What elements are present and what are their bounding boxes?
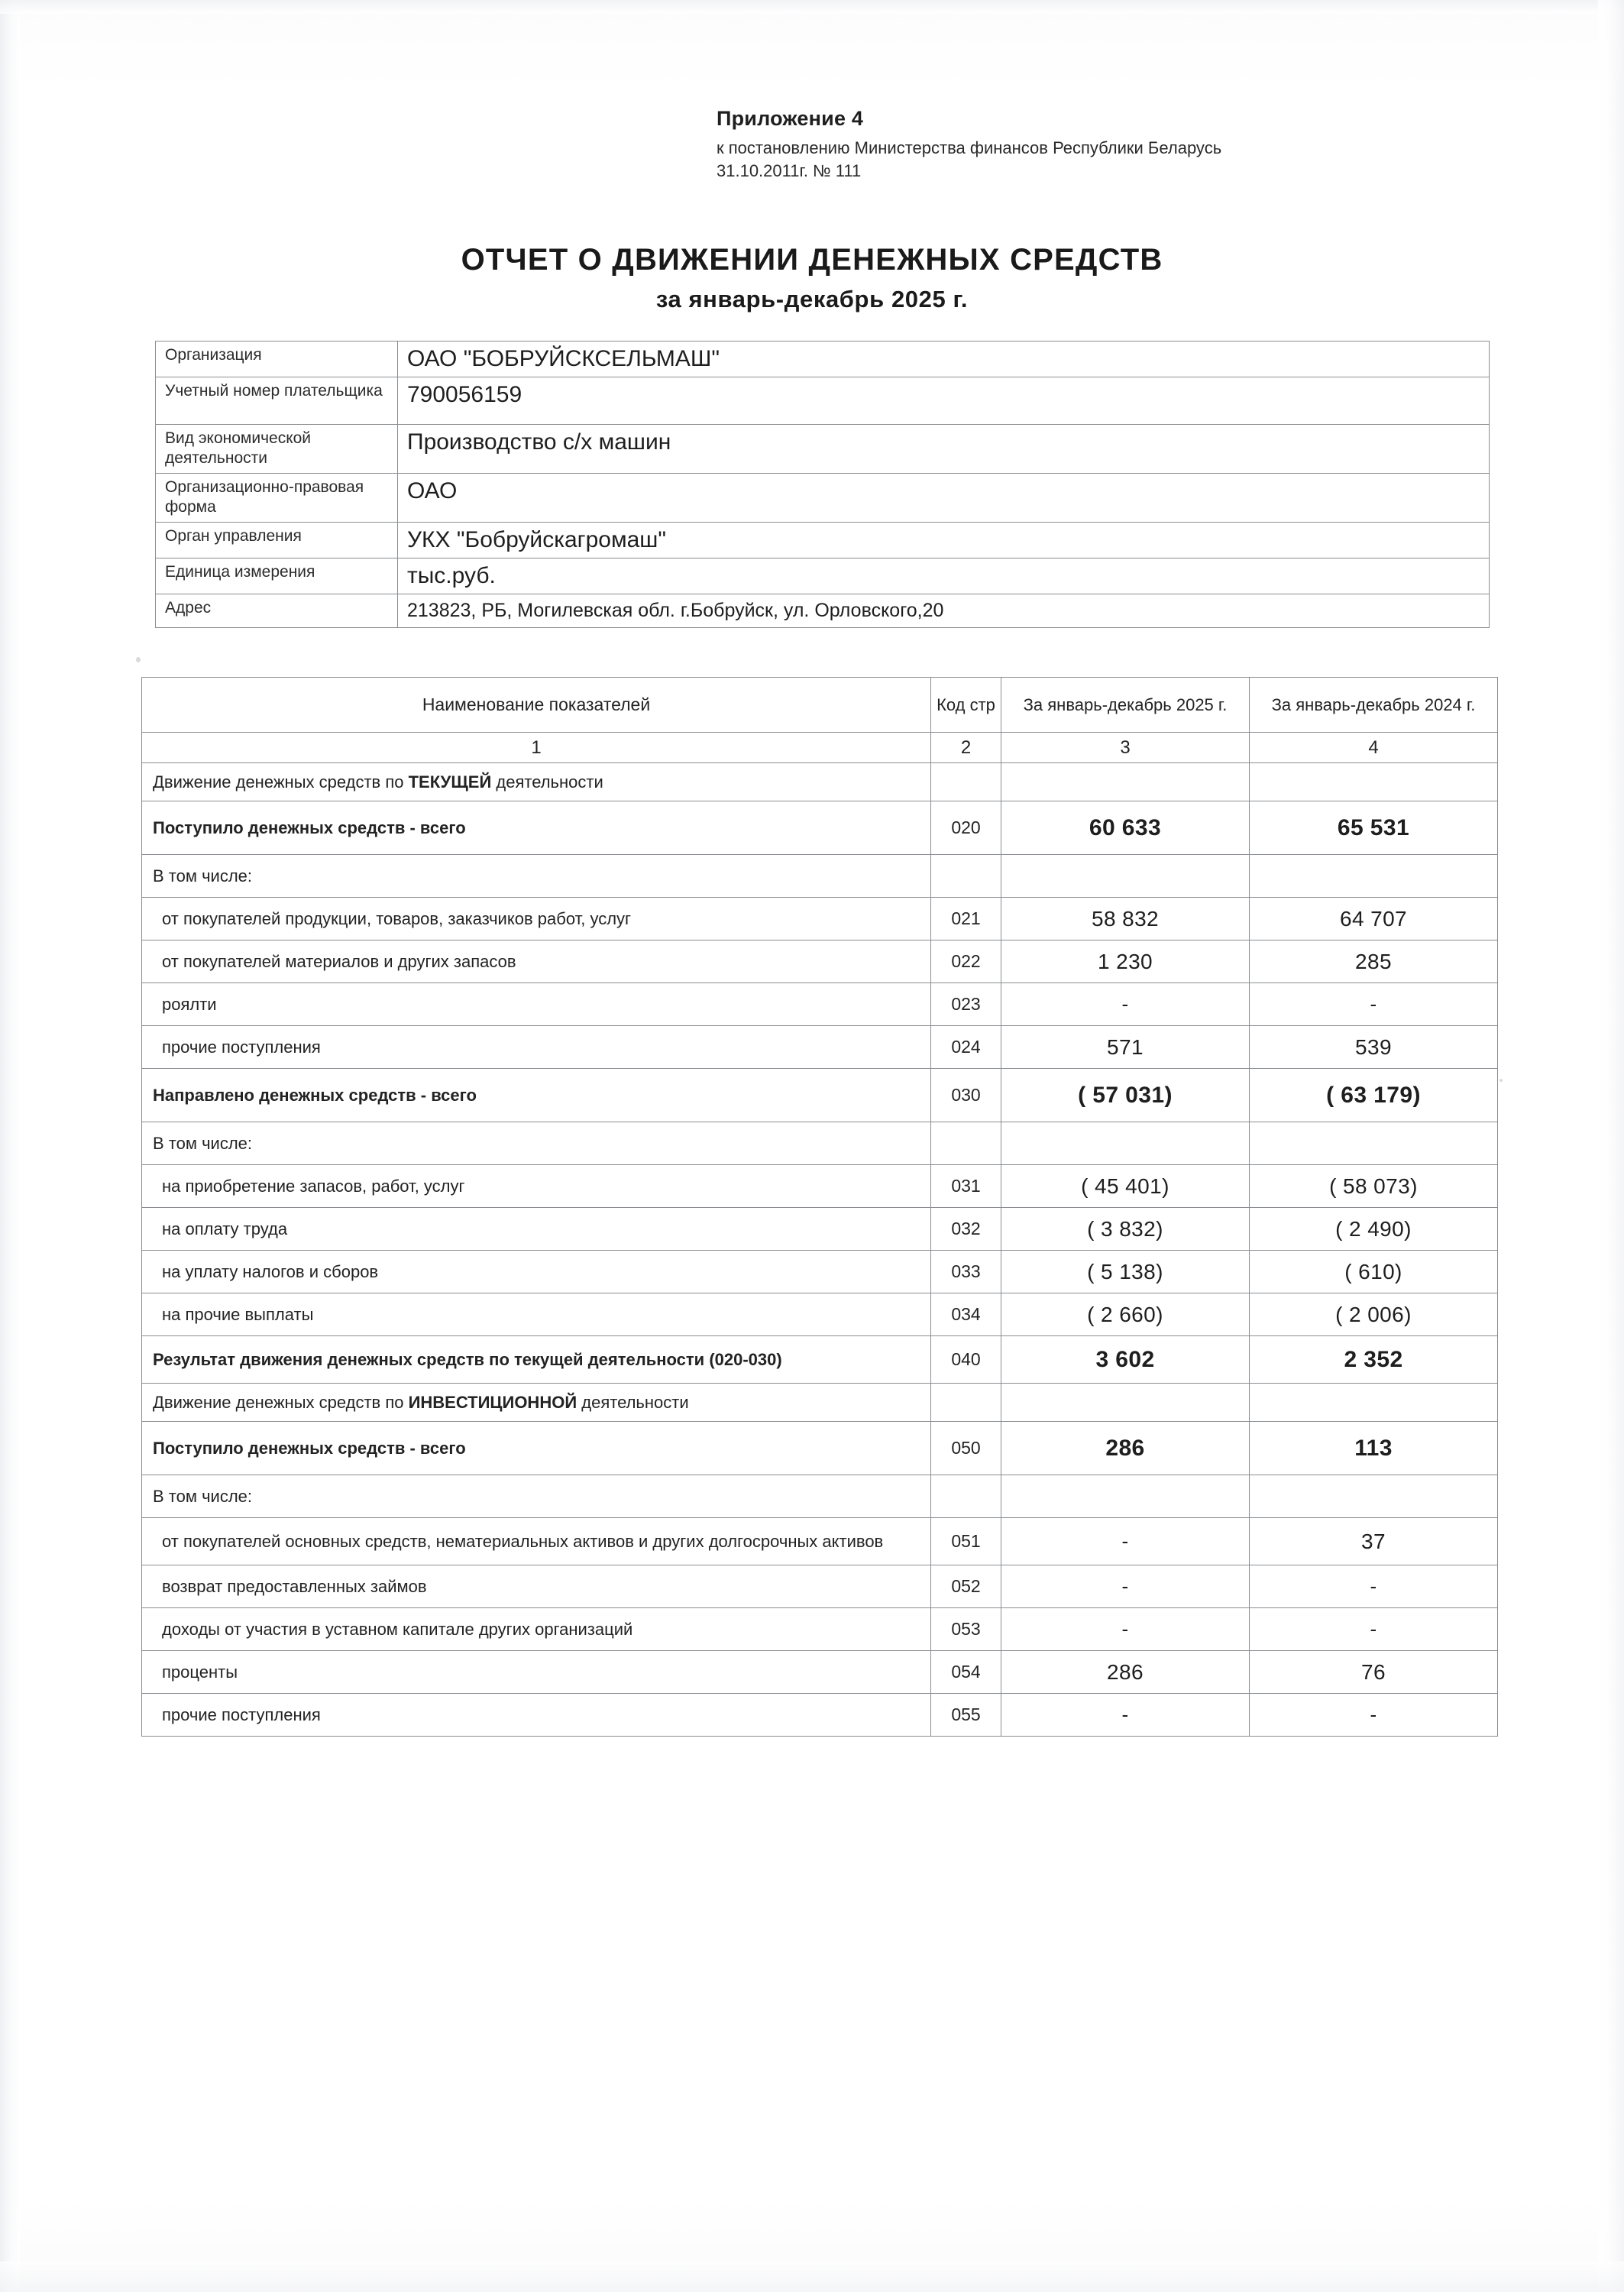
column-number-1: 1 (142, 733, 931, 763)
row-value-previous-period: ( 2 490) (1250, 1208, 1498, 1251)
row-indicator-name: Направлено денежных средств - всего (142, 1069, 931, 1122)
row-value-current-period (1001, 855, 1250, 898)
table-row (142, 1208, 1498, 1251)
appendix-title: Приложение 4 (717, 107, 864, 130)
table-row (142, 1651, 1498, 1694)
row-value-current-period: 286 (1001, 1651, 1250, 1694)
header-indicator-name: Наименование показателей (142, 678, 931, 733)
row-indicator-name (142, 1384, 931, 1422)
row-line-code: 020 (931, 801, 1001, 855)
row-line-code (931, 1475, 1001, 1518)
row-value-current-period: - (1001, 1694, 1250, 1737)
row-line-code (931, 763, 1001, 801)
row-line-code: 032 (931, 1208, 1001, 1251)
info-row (156, 523, 1490, 558)
row-indicator-name: от покупателей материалов и других запасов (142, 940, 931, 983)
row-value-previous-period: 37 (1250, 1518, 1498, 1565)
row-value-current-period: 1 230 (1001, 940, 1250, 983)
row-indicator-name (142, 763, 931, 801)
row-value-previous-period: 2 352 (1250, 1336, 1498, 1384)
header-line-code: Код стр (931, 678, 1001, 733)
table-row (142, 1565, 1498, 1608)
row-line-code: 024 (931, 1026, 1001, 1069)
row-indicator-name: возврат предоставленных займов (142, 1565, 931, 1608)
row-line-code: 021 (931, 898, 1001, 940)
row-line-code: 050 (931, 1422, 1001, 1475)
row-value-previous-period: ( 610) (1250, 1251, 1498, 1293)
appendix-block (717, 107, 1450, 183)
row-line-code: 054 (931, 1651, 1001, 1694)
table-row (142, 1165, 1498, 1208)
row-indicator-name: на приобретение запасов, работ, услуг (142, 1165, 931, 1208)
row-indicator-name: от покупателей продукции, товаров, заказчиков работ, услуг (142, 898, 931, 940)
table-row (142, 855, 1498, 898)
appendix-reference-line-2: 31.10.2011г. № 111 (717, 161, 862, 180)
row-value-current-period: 58 832 (1001, 898, 1250, 940)
row-name-prefix: Движение денежных средств по (153, 1393, 409, 1412)
info-row (156, 474, 1490, 523)
row-value-current-period: ( 57 031) (1001, 1069, 1250, 1122)
page-subtitle: за январь-декабрь 2025 г. (655, 286, 969, 312)
row-line-code: 055 (931, 1694, 1001, 1737)
row-name-emphasis: ИНВЕСТИЦИОННОЙ (408, 1393, 577, 1412)
scan-edge-left (0, 0, 20, 2292)
row-indicator-name: В том числе: (142, 1122, 931, 1165)
scan-edge-bottom (0, 2261, 1624, 2292)
row-indicator-name: прочие поступления (142, 1026, 931, 1069)
scan-speck (136, 657, 141, 662)
row-value-previous-period: 285 (1250, 940, 1498, 983)
table-row (142, 983, 1498, 1026)
column-number-4: 4 (1250, 733, 1498, 763)
row-value-current-period: - (1001, 1518, 1250, 1565)
row-value-previous-period: 65 531 (1250, 801, 1498, 855)
table-row (142, 1422, 1498, 1475)
row-value-current-period (1001, 763, 1250, 801)
row-value-current-period: 286 (1001, 1422, 1250, 1475)
table-row (142, 898, 1498, 940)
row-value-previous-period (1250, 1122, 1498, 1165)
row-indicator-name: Результат движения денежных средств по текущей деятельности (020-030) (142, 1336, 931, 1384)
row-value-previous-period (1250, 855, 1498, 898)
table-row (142, 1122, 1498, 1165)
table-row (142, 1518, 1498, 1565)
info-row (156, 558, 1490, 594)
row-indicator-name: прочие поступления (142, 1694, 931, 1737)
row-line-code: 031 (931, 1165, 1001, 1208)
info-row-label: Единица измерения (156, 558, 398, 594)
info-row (156, 425, 1490, 474)
cash-flow-table-body (142, 763, 1498, 1737)
row-indicator-name: Поступило денежных средств - всего (142, 1422, 931, 1475)
table-column-number-row (142, 733, 1498, 763)
info-row (156, 342, 1490, 377)
scan-speck (1499, 1079, 1503, 1082)
scan-edge-right (1598, 0, 1624, 2292)
table-row (142, 1475, 1498, 1518)
table-header-row (142, 678, 1498, 733)
table-row (142, 763, 1498, 801)
info-row-label: Организационно-правовая форма (156, 474, 398, 523)
row-value-current-period: ( 5 138) (1001, 1251, 1250, 1293)
row-line-code: 033 (931, 1251, 1001, 1293)
row-value-current-period: ( 3 832) (1001, 1208, 1250, 1251)
row-value-current-period: ( 45 401) (1001, 1165, 1250, 1208)
cash-flow-table-head (142, 678, 1498, 763)
table-row (142, 1026, 1498, 1069)
table-row (142, 801, 1498, 855)
info-row (156, 377, 1490, 425)
info-row-value: Производство с/х машин (398, 425, 1490, 474)
table-row (142, 1384, 1498, 1422)
row-line-code: 040 (931, 1336, 1001, 1384)
row-value-previous-period: ( 58 073) (1250, 1165, 1498, 1208)
column-number-3: 3 (1001, 733, 1250, 763)
info-row-label: Организация (156, 342, 398, 377)
info-row-value: 213823, РБ, Могилевская обл. г.Бобруйск, ул. Орловского,20 (398, 594, 1490, 628)
row-value-previous-period (1250, 763, 1498, 801)
row-value-previous-period: 64 707 (1250, 898, 1498, 940)
row-line-code (931, 1122, 1001, 1165)
appendix-reference-line-1: к постановлению Министерства финансов Республики Беларусь (717, 138, 1222, 157)
row-indicator-name: на прочие выплаты (142, 1293, 931, 1336)
row-value-previous-period: - (1250, 1608, 1498, 1651)
table-row (142, 1251, 1498, 1293)
row-indicator-name: на оплату труда (142, 1208, 931, 1251)
row-value-previous-period (1250, 1384, 1498, 1422)
row-value-previous-period: - (1250, 983, 1498, 1026)
info-row-value: тыс.руб. (398, 558, 1490, 594)
info-row-label: Учетный номер плательщика (156, 377, 398, 425)
row-value-previous-period: ( 2 006) (1250, 1293, 1498, 1336)
row-value-current-period (1001, 1384, 1250, 1422)
row-value-current-period (1001, 1475, 1250, 1518)
row-indicator-name: доходы от участия в уставном капитале других организаций (142, 1608, 931, 1651)
info-row-label: Орган управления (156, 523, 398, 558)
row-value-current-period: 60 633 (1001, 801, 1250, 855)
page-title: ОТЧЕТ О ДВИЖЕНИИ ДЕНЕЖНЫХ СРЕДСТВ (461, 243, 1163, 277)
row-value-previous-period (1250, 1475, 1498, 1518)
table-row (142, 940, 1498, 983)
table-row (142, 1608, 1498, 1651)
row-value-previous-period: 539 (1250, 1026, 1498, 1069)
row-line-code: 052 (931, 1565, 1001, 1608)
header-period-current: За январь-декабрь 2025 г. (1001, 678, 1250, 733)
row-value-previous-period: ( 63 179) (1250, 1069, 1498, 1122)
info-row-value: 790056159 (398, 377, 1490, 425)
row-value-previous-period: - (1250, 1565, 1498, 1608)
info-row-value: УКХ "Бобруйскагромаш" (398, 523, 1490, 558)
row-value-current-period: 3 602 (1001, 1336, 1250, 1384)
row-indicator-name: В том числе: (142, 855, 931, 898)
row-indicator-name: В том числе: (142, 1475, 931, 1518)
row-line-code: 030 (931, 1069, 1001, 1122)
info-row (156, 594, 1490, 628)
table-row (142, 1694, 1498, 1737)
row-line-code (931, 1384, 1001, 1422)
row-value-current-period: 571 (1001, 1026, 1250, 1069)
row-line-code: 034 (931, 1293, 1001, 1336)
row-indicator-name: проценты (142, 1651, 931, 1694)
row-name-prefix: Движение денежных средств по (153, 772, 409, 792)
row-line-code: 023 (931, 983, 1001, 1026)
row-name-suffix: деятельности (491, 772, 603, 792)
cash-flow-table (141, 677, 1498, 1737)
row-line-code: 053 (931, 1608, 1001, 1651)
row-value-current-period: - (1001, 1565, 1250, 1608)
header-period-previous: За январь-декабрь 2024 г. (1250, 678, 1498, 733)
row-indicator-name: Поступило денежных средств - всего (142, 801, 931, 855)
info-row-label: Вид экономической деятельности (156, 425, 398, 474)
row-indicator-name: роялти (142, 983, 931, 1026)
table-row (142, 1069, 1498, 1122)
row-value-previous-period: 76 (1250, 1651, 1498, 1694)
organisation-info-table (155, 341, 1490, 628)
row-line-code: 022 (931, 940, 1001, 983)
row-value-current-period: ( 2 660) (1001, 1293, 1250, 1336)
row-name-suffix: деятельности (577, 1393, 689, 1412)
row-value-previous-period: - (1250, 1694, 1498, 1737)
row-value-previous-period: 113 (1250, 1422, 1498, 1475)
table-row (142, 1336, 1498, 1384)
row-indicator-name: на уплату налогов и сборов (142, 1251, 931, 1293)
row-value-current-period (1001, 1122, 1250, 1165)
scan-edge-top (0, 0, 1624, 14)
row-name-emphasis: ТЕКУЩЕЙ (408, 772, 492, 792)
row-line-code: 051 (931, 1518, 1001, 1565)
row-value-current-period: - (1001, 983, 1250, 1026)
column-number-2: 2 (931, 733, 1001, 763)
table-row (142, 1293, 1498, 1336)
row-value-current-period: - (1001, 1608, 1250, 1651)
info-row-value: ОАО "БОБРУЙСКСЕЛЬМАШ" (398, 342, 1490, 377)
row-indicator-name: от покупателей основных средств, нематериальных активов и других долгосрочных активов (142, 1518, 931, 1565)
info-row-label: Адрес (156, 594, 398, 628)
info-row-value: ОАО (398, 474, 1490, 523)
row-line-code (931, 855, 1001, 898)
